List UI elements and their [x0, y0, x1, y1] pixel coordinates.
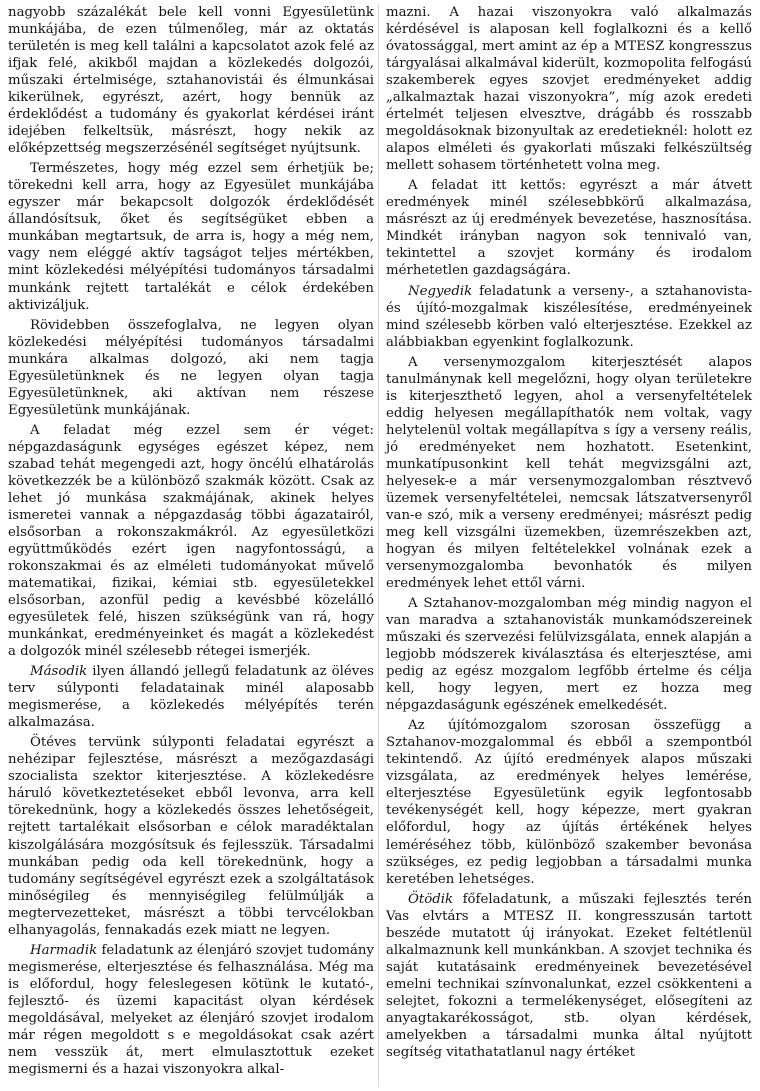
- paragraph-14-lead-word: Ötödik: [408, 891, 454, 907]
- paragraph-10-text: feladatunk a verseny-, a sztahanovista- és újító-mozgalmak kiszélesítése, eredményeinek mind szélesebb körben való elterjesztése. Ezekkel az alábbiakban egyenkint foglalkozunk.: [386, 283, 752, 350]
- paragraph-5-text: ilyen állandó jellegű feladatunk az öléves terv súlyponti feladatainak minél alaposabb megismerése, a közlekedés mélyépítés terén alkalmazása.: [8, 664, 374, 731]
- paragraph-13: Az újítómozgalom szorosan összefügg a Sztahanov-mozgalommal és ebből a szempontból tekintendő. Az újító eredmények alapos műszaki vizsgálata, az eredmények helyes lemérése, elterjesztése Egyesületünk egyik legfontosabb tevékenységét kell, hogy képezze, mert gyakran előfordul, hogy az újítás értékének helyes leméréséhez több, különböző szakember bevonása szükséges, ez pedig legjobban a társadalmi munka keretében lehetséges.: [386, 718, 752, 887]
- paragraph-8: mazni. A hazai viszonyokra való alkalmazás kérdésével is alaposan kell foglalkozni és a kellő óvatossággal, mert amint az ép a MTESZ kongresszus tárgyalásai alkalmával kiderült, kozmopolita felfogású szakemberek egyes szovjet eredményeket addig „alkalmaztak hazai viszonyokra”, míg azok eredeti értelmét teljesen elvesztve, drágább és rosszabb megoldásoknak bizonyultak az eredetieknél: holott ez alapos elméleti és gyakorlati műszaki felkészültség mellett sohasem történhetett volna meg.: [386, 5, 752, 174]
- paragraph-10: [386, 283, 752, 351]
- paragraph-12: A Sztahanov-mozgalomban még mindig nagyon el van maradva a sztahanovisták munkamódszereinek műszaki és szervezési felülvizsgálata, ennek alapján a legjobb módszerek kiválasztása és elterjesztése, ami pedig az egész mozgalom legfőbb értelme és célja kell, hogy legyen, mert ez hozza meg népgazdaságunk egészének emelkedését.: [386, 596, 752, 714]
- paragraph-7-lead-word: Harmadik: [30, 942, 98, 958]
- column-divider: [378, 4, 379, 1087]
- paragraph-10-lead-word: Negyedik: [408, 283, 473, 299]
- paragraph-3: Rövidebben összefoglalva, ne legyen olyan közlekedési mélyépítési tudományos társadalmi munkára alkalmas dolgozó, aki nem tagja Egyesületünknek és ne legyen olyan tagja Egyesületünknek, aki aktívan nem részese Egyesületünk munkájának.: [8, 317, 374, 418]
- paragraph-7-text: feladatunk az élenjáró szovjet tudomány megismerése, elterjesztése és felhasználása. Még ma is előfordul, hogy feleslegesen kötünk le kutató-, fejlesztő- és üzemi kapacitást olyan kérdések megoldásával, melyeket az élenjáró szovjet irodalom már régen megoldott s e megoldásokat csak azért nem vesszük át, mert elmulasztottuk ezeket megismerni és a hazai viszonyokra alkal-: [8, 942, 374, 1077]
- paragraph-14-text: főfeladatunk, a műszaki fejlesztés terén Vas elvtárs a MTESZ II. kongresszusán tartott beszéde mutatott új irányokat. Ezeket feltétlenül alkalmaznunk kell munkánkban. A szovjet technika és saját kutatásaink eredményeinek bevezetésével emelni technikai színvonalunkat, ezzel csökkenteni a selejtet, fokozni a termelékenységet, elősegíteni az anyagtakarékosságot, stb. olyan kérdések, amelyekben a társadalmi munka által nyújtott segítség vitathatatlanul nagy értéket: [386, 891, 752, 1060]
- left-column: [8, 4, 374, 1081]
- paragraph-14: [386, 891, 752, 1061]
- paragraph-5: [8, 663, 374, 731]
- paragraph-9: A feladat itt kettős: egyrészt a már átvett eredmények minél szélesebbkörű alkalmazása, másrészt az új eredmények bevezetése, hasznosítása. Mindkét irányban nagyon sok tennivaló van, tekintettel a szovjet kormány és irodalom mérhetetlen gazdagságára.: [386, 178, 752, 279]
- paragraph-6: Ötéves tervünk súlyponti feladatai egyrészt a nehézipar fejlesztése, másrészt a mezőgazdasági szocialista szektor kiterjesztése. A közlekedésre háruló következtetéseket ebből levonva, arra kell törekednünk, hogy a közlekedés összes lehetőségeit, rejtett tartalékait elsősorban e célok maradéktalan kiszolgálására mozgósítsuk és fejlesszük. Társadalmi munkában pedig oda kell törekednünk, hogy a tudomány segítségével egyrészt ezek a szolgáltatások minőségileg és mennyiségileg felülmúlják a megtervezetteket, másrészt a többi tervcélokban elhanyagolás, fennakadás ezek miatt ne legyen.: [8, 735, 374, 938]
- paragraph-7: [8, 942, 374, 1078]
- right-column: [386, 4, 752, 1064]
- paragraph-5-lead-word: Második: [30, 664, 88, 680]
- paragraph-4: A feladat még ezzel sem ér véget: népgazdaságunk egységes egészet képez, nem szabad tehát megengedi azt, hogy öncélú elhatárolás következzék be a különböző szakmák között. Csak az lehet jó munkása szakmájának, akinek helyes ismeretei vannak a népgazdaság többi ágazatairól, elsősorban a rokonszakmákról. Az egyesületközi együttműködés ezért igen nagyfontosságú, a rokonszakmai és az elméleti tudományokat művelő matematikai, fizikai, kémiai stb. egyesületekkel elsősorban, azonfül pedig a kevésbbé közelálló egyesületek felé, hiszen szükségünk van rá, hogy munkánkat, eredményeinket és magát a közlekedést a dolgozók minél szélesebb rétegei ismerjék.: [8, 422, 374, 660]
- paragraph-2: Természetes, hogy még ezzel sem érhetjük be; törekedni kell arra, hogy az Egyesület munkájába egyszer már bekapcsolt dolgozók érdeklődését állandósítsuk, őket és segítségüket ebben a munkában megtartsuk, de arra is, hogy a még nem, vagy nem eléggé aktív tagságot teljes mértékben, mint közlekedési mélyépítési tudományos társadalmi munkánk rejtett tartalékát e célok érdekében aktivizáljuk.: [8, 161, 374, 313]
- paragraph-1: nagyobb százalékát bele kell vonni Egyesületünk munkájába, de ezen túlmenőleg, már az oktatás területén is meg kell találni a kapcsolatot azok felé az ifjak felé, akikből majdan a közlekedés dolgozói, műszaki értelmisége, sztahanovistái és élmunkásai kikerülnek, egyrészt, azért, hogy bennük az érdeklődést a tudomány és gyakorlat kérdései iránt idejében felkeltsük, másrészt, hogy nekik az előképzettség megszerzésénél segítséget nyújtsunk.: [8, 5, 374, 157]
- paragraph-11: A versenymozgalom kiterjesztését alapos tanulmánynak kell megelőzni, hogy olyan területekre is kiterjeszthető legyen, ahol a versenyfeltételek eddig helyesen megállapíthatók nem voltak, vagy helytelenül voltak megállapítva s így a verseny reális, jó eredményeket nem hozhatott. Esetenkint, munkatípusonkint kell tehát megvizsgálni azt, helyesek-e a már versenymozgalomban résztvevő üzemek versenyfeltételei, nemcsak látszatversenyről van-e szó, mik a verseny eredményei; másrészt pedig meg kell vizsgálni üzemekben, üzemrészekben azt, hogyan és milyen feltételekkel volnának ezek a versenymozgalomba bevonhatók és milyen eredmények lehet ettől várni.: [386, 354, 752, 592]
